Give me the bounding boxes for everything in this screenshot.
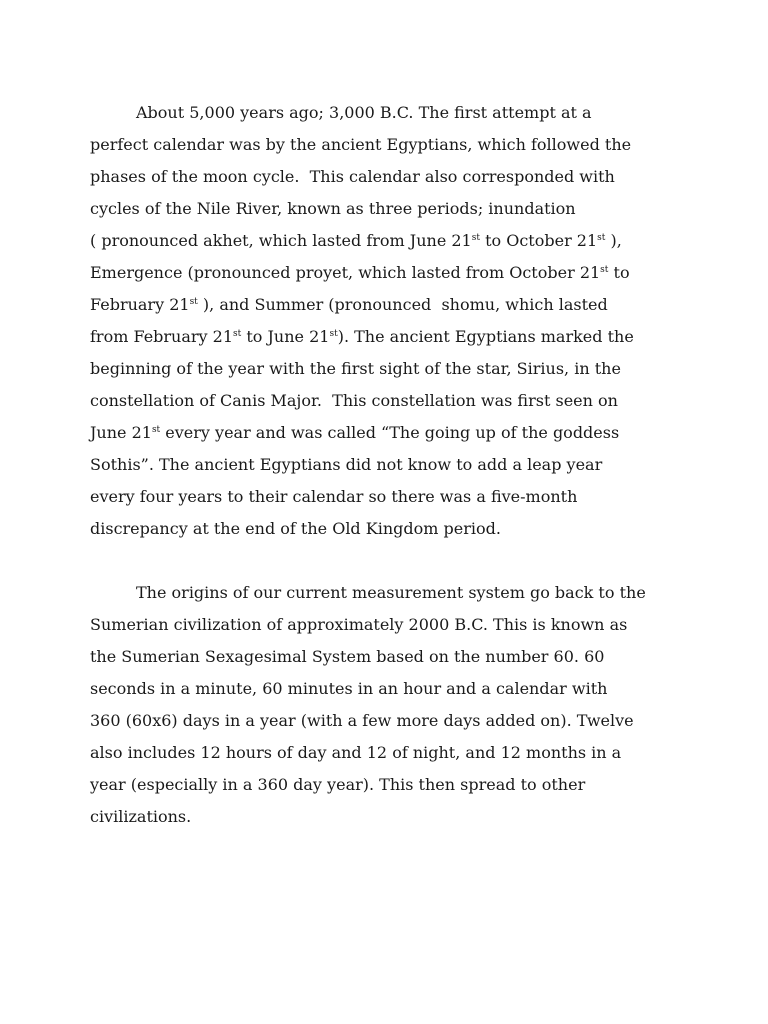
text-line: [90, 422, 690, 444]
ordinal-superscript: st: [471, 233, 480, 243]
text-run: ). The ancient Egyptians marked the: [337, 327, 634, 346]
text-run: ),: [605, 231, 622, 250]
text-run: to: [608, 263, 630, 282]
text-line: year (especially in a 360 day year). This then spread to other: [90, 775, 586, 794]
text-line: cycles of the Nile River, known as three periods; inundation: [90, 199, 576, 218]
text-run: June 21: [90, 423, 152, 442]
text-line: the Sumerian Sexagesimal System based on the number 60. 60: [90, 647, 605, 666]
ordinal-superscript: st: [329, 329, 338, 339]
ordinal-superscript: st: [233, 329, 242, 339]
text-run: ), and Summer (pronounced shomu, which lasted: [197, 295, 608, 314]
text-line: 360 (60x6) days in a year (with a few more days added on). Twelve: [90, 711, 634, 730]
text-run: February 21: [90, 295, 190, 314]
text-run: to June 21: [241, 327, 330, 346]
ordinal-superscript: st: [600, 265, 609, 275]
text-line: [90, 262, 690, 284]
text-line: [90, 326, 690, 348]
text-run: every year and was called “The going up of the goddess: [160, 423, 620, 442]
text-line: Sumerian civilization of approximately 2000 B.C. This is known as: [90, 615, 628, 634]
text-line: phases of the moon cycle. This calendar also corresponded with: [90, 167, 615, 186]
ordinal-superscript: st: [151, 425, 161, 435]
text-line: [90, 294, 690, 316]
text-run: to October 21: [479, 231, 598, 250]
text-line: The origins of our current measurement system go back to the: [136, 583, 646, 602]
text-line: constellation of Canis Major. This constellation was first seen on: [90, 391, 618, 410]
text-line: [90, 230, 690, 252]
text-line: discrepancy at the end of the Old Kingdom period.: [90, 519, 501, 538]
text-line: every four years to their calendar so there was a five-month: [90, 487, 578, 506]
text-run: Emergence (pronounced proyet, which lasted from October 21: [90, 263, 601, 282]
text-run: from February 21: [90, 327, 234, 346]
text-line: seconds in a minute, 60 minutes in an hour and a calendar with: [90, 679, 608, 698]
text-line: also includes 12 hours of day and 12 of night, and 12 months in a: [90, 743, 622, 762]
text-line: civilizations.: [90, 807, 192, 826]
ordinal-superscript: st: [189, 297, 198, 307]
text-line: perfect calendar was by the ancient Egyptians, which followed the: [90, 135, 632, 154]
text-line: Sothis”. The ancient Egyptians did not know to add a leap year: [90, 455, 603, 474]
text-line: About 5,000 years ago; 3,000 B.C. The first attempt at a: [136, 103, 592, 122]
text-line: beginning of the year with the first sight of the star, Sirius, in the: [90, 359, 621, 378]
text-run: ( pronounced akhet, which lasted from June 21: [90, 231, 472, 250]
ordinal-superscript: st: [597, 233, 606, 243]
